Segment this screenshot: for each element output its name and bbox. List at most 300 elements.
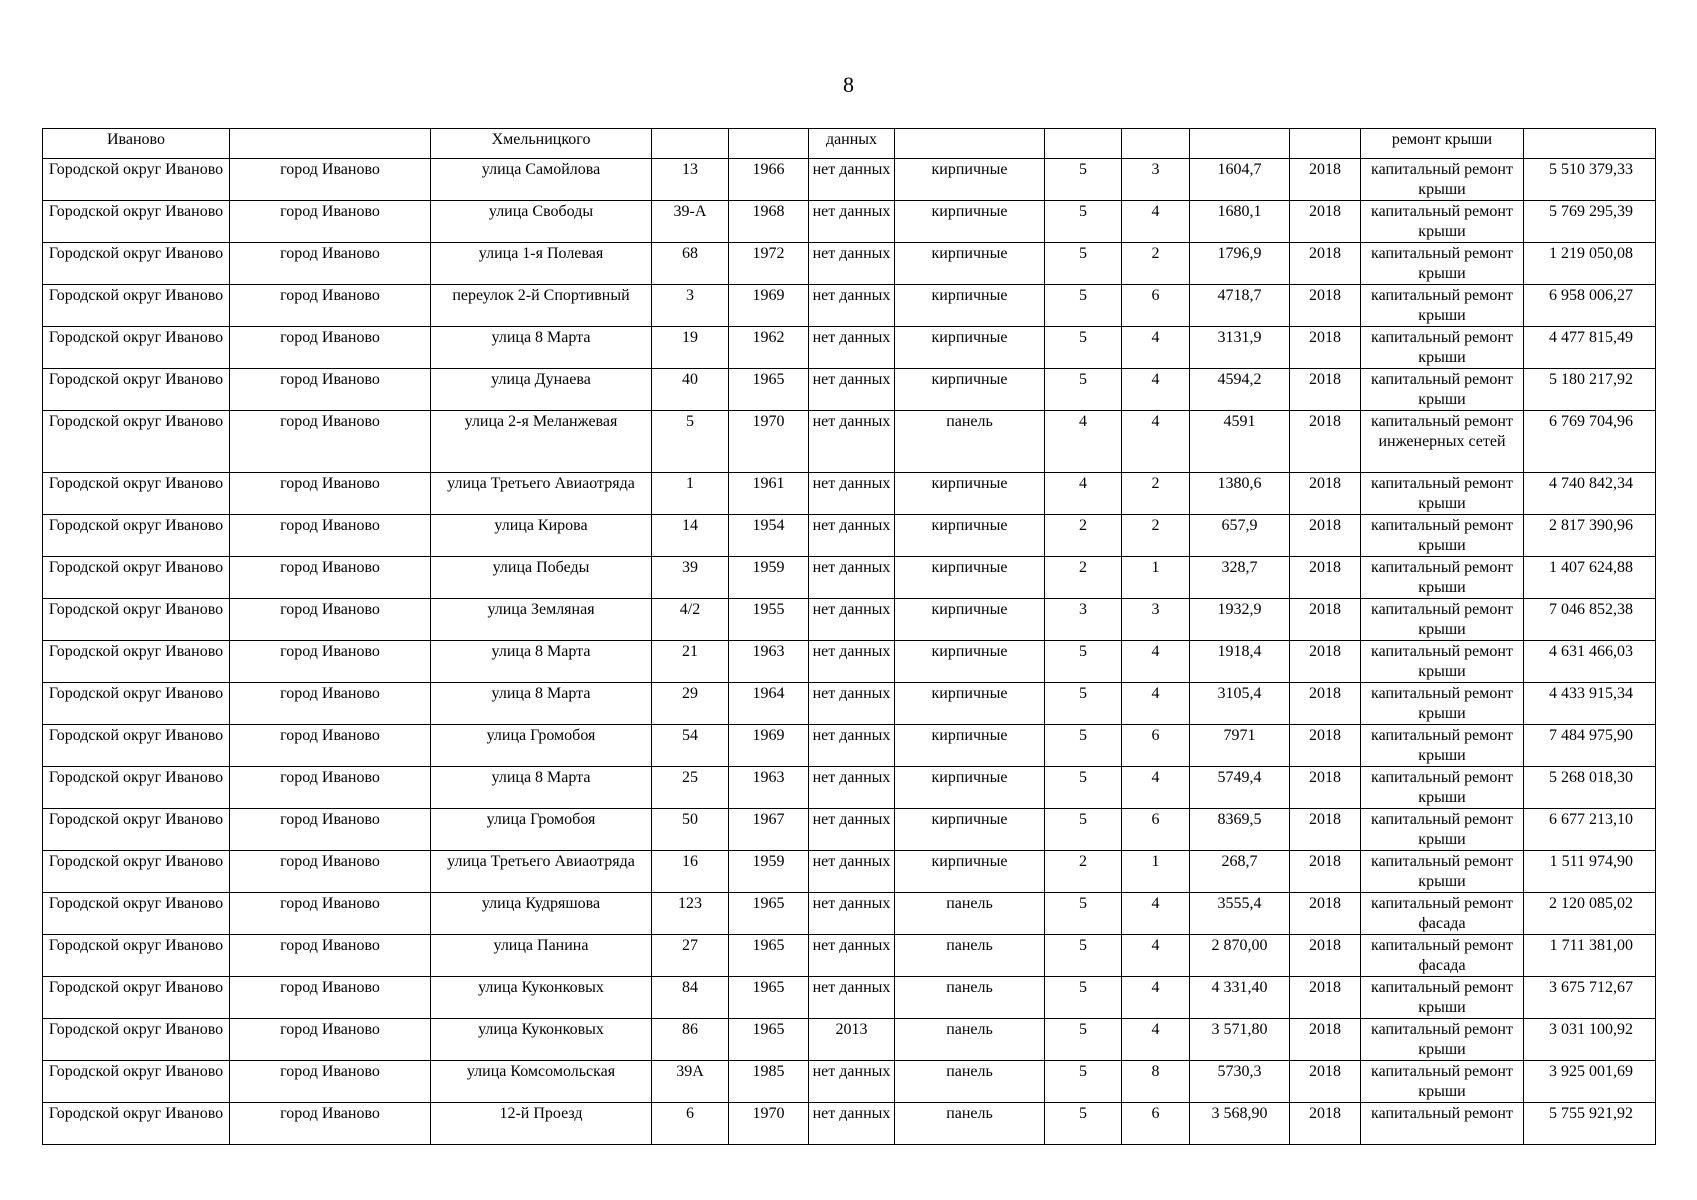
cell-floors: 4: [1045, 473, 1122, 515]
cell-year-built: [729, 129, 809, 159]
cell-settlement: город Иваново: [230, 641, 431, 683]
cell-year-renovated: нет данных: [809, 285, 895, 327]
cell-floors: 5: [1045, 935, 1122, 977]
cell-house-number: 4/2: [652, 599, 729, 641]
cell-entrances: 6: [1122, 1103, 1190, 1145]
cell-year-built: 1962: [729, 327, 809, 369]
cell-entrances: 2: [1122, 473, 1190, 515]
cell-floors: 5: [1045, 683, 1122, 725]
cell-street: улица Дунаева: [431, 369, 652, 411]
cell-wall-material: кирпичные: [895, 369, 1045, 411]
cell-work-type: капитальный ремонт крыши: [1361, 515, 1524, 557]
cell-settlement: город Иваново: [230, 977, 431, 1019]
cell-work-type: капитальный ремонт крыши: [1361, 599, 1524, 641]
cell-entrances: 4: [1122, 1019, 1190, 1061]
cell-year-built: 1965: [729, 369, 809, 411]
cell-street: Хмельницкого: [431, 129, 652, 159]
cell-work-type: капитальный ремонт инженерных сетей: [1361, 411, 1524, 473]
cell-street: улица Куконковых: [431, 977, 652, 1019]
cell-year-built: 1961: [729, 473, 809, 515]
cell-settlement: город Иваново: [230, 159, 431, 201]
cell-floors: 5: [1045, 159, 1122, 201]
cell-work-type: капитальный ремонт крыши: [1361, 851, 1524, 893]
cell-repair-year: 2018: [1290, 683, 1361, 725]
cell-year-built: 1963: [729, 767, 809, 809]
page-number: 8: [843, 72, 854, 97]
cell-cost: 5 755 921,92: [1524, 1103, 1656, 1145]
table-row: [43, 641, 1656, 683]
cell-entrances: 4: [1122, 641, 1190, 683]
cell-year-built: 1970: [729, 411, 809, 473]
cell-cost: 5 769 295,39: [1524, 201, 1656, 243]
cell-settlement: город Иваново: [230, 725, 431, 767]
cell-municipality: Городской округ Иваново: [43, 1061, 230, 1103]
cell-year-built: 1965: [729, 893, 809, 935]
cell-area: 1380,6: [1190, 473, 1290, 515]
cell-area: 3105,4: [1190, 683, 1290, 725]
cell-cost: 5 180 217,92: [1524, 369, 1656, 411]
cell-entrances: 4: [1122, 977, 1190, 1019]
table-row: [43, 515, 1656, 557]
cell-entrances: 6: [1122, 725, 1190, 767]
cell-entrances: 2: [1122, 243, 1190, 285]
cell-cost: 1 711 381,00: [1524, 935, 1656, 977]
cell-entrances: 4: [1122, 369, 1190, 411]
cell-floors: 5: [1045, 809, 1122, 851]
cell-house-number: 19: [652, 327, 729, 369]
cell-floors: 4: [1045, 411, 1122, 473]
cell-repair-year: 2018: [1290, 809, 1361, 851]
cell-work-type: капитальный ремонт крыши: [1361, 641, 1524, 683]
cell-wall-material: кирпичные: [895, 683, 1045, 725]
cell-area: 4718,7: [1190, 285, 1290, 327]
cell-street: улица Громобоя: [431, 809, 652, 851]
cell-year-built: 1972: [729, 243, 809, 285]
cell-year-renovated: нет данных: [809, 557, 895, 599]
cell-settlement: город Иваново: [230, 767, 431, 809]
cell-wall-material: панель: [895, 1103, 1045, 1145]
cell-municipality: Городской округ Иваново: [43, 473, 230, 515]
cell-wall-material: кирпичные: [895, 725, 1045, 767]
cell-wall-material: кирпичные: [895, 473, 1045, 515]
cell-floors: 2: [1045, 515, 1122, 557]
cell-street: улица 8 Марта: [431, 683, 652, 725]
cell-wall-material: панель: [895, 1019, 1045, 1061]
cell-floors: 2: [1045, 851, 1122, 893]
cell-repair-year: 2018: [1290, 599, 1361, 641]
cell-work-type: капитальный ремонт крыши: [1361, 285, 1524, 327]
cell-house-number: 16: [652, 851, 729, 893]
cell-cost: 6 958 006,27: [1524, 285, 1656, 327]
table-row: [43, 893, 1656, 935]
cell-cost: 7 046 852,38: [1524, 599, 1656, 641]
cell-municipality: Городской округ Иваново: [43, 159, 230, 201]
cell-cost: 1 511 974,90: [1524, 851, 1656, 893]
cell-entrances: 3: [1122, 599, 1190, 641]
cell-work-type: капитальный ремонт крыши: [1361, 473, 1524, 515]
cell-wall-material: кирпичные: [895, 327, 1045, 369]
cell-work-type: капитальный ремонт крыши: [1361, 201, 1524, 243]
cell-area: 4 331,40: [1190, 977, 1290, 1019]
cell-area: 4594,2: [1190, 369, 1290, 411]
cell-repair-year: [1290, 129, 1361, 159]
cell-cost: 1 219 050,08: [1524, 243, 1656, 285]
cell-entrances: [1122, 129, 1190, 159]
cell-year-built: 1954: [729, 515, 809, 557]
cell-street: улица Панина: [431, 935, 652, 977]
table-row: [43, 977, 1656, 1019]
cell-work-type: капитальный ремонт крыши: [1361, 557, 1524, 599]
cell-year-built: 1969: [729, 285, 809, 327]
cell-house-number: 21: [652, 641, 729, 683]
cell-entrances: 8: [1122, 1061, 1190, 1103]
cell-repair-year: 2018: [1290, 977, 1361, 1019]
cell-year-built: 1965: [729, 1019, 809, 1061]
cell-floors: [1045, 129, 1122, 159]
cell-street: улица 1-я Полевая: [431, 243, 652, 285]
table-row: [43, 935, 1656, 977]
cell-house-number: 54: [652, 725, 729, 767]
cell-work-type: капитальный ремонт крыши: [1361, 327, 1524, 369]
cell-entrances: 4: [1122, 767, 1190, 809]
cell-wall-material: кирпичные: [895, 599, 1045, 641]
table-row: [43, 851, 1656, 893]
cell-area: 1680,1: [1190, 201, 1290, 243]
cell-settlement: город Иваново: [230, 935, 431, 977]
cell-year-built: 1963: [729, 641, 809, 683]
cell-cost: 5 510 379,33: [1524, 159, 1656, 201]
table-row: [43, 473, 1656, 515]
cell-repair-year: 2018: [1290, 893, 1361, 935]
cell-work-type: капитальный ремонт крыши: [1361, 369, 1524, 411]
housing-repair-table: [42, 128, 1656, 1145]
cell-house-number: 29: [652, 683, 729, 725]
cell-municipality: Городской округ Иваново: [43, 1019, 230, 1061]
cell-settlement: город Иваново: [230, 369, 431, 411]
cell-municipality: Городской округ Иваново: [43, 599, 230, 641]
cell-house-number: 86: [652, 1019, 729, 1061]
cell-repair-year: 2018: [1290, 159, 1361, 201]
cell-area: 8369,5: [1190, 809, 1290, 851]
cell-settlement: город Иваново: [230, 1061, 431, 1103]
cell-cost: 1 407 624,88: [1524, 557, 1656, 599]
cell-repair-year: 2018: [1290, 641, 1361, 683]
cell-entrances: 4: [1122, 893, 1190, 935]
cell-municipality: Городской округ Иваново: [43, 851, 230, 893]
cell-house-number: 40: [652, 369, 729, 411]
cell-street: улица Громобоя: [431, 725, 652, 767]
cell-floors: 5: [1045, 1061, 1122, 1103]
cell-house-number: [652, 129, 729, 159]
cell-year-renovated: нет данных: [809, 473, 895, 515]
table-row: [43, 683, 1656, 725]
cell-wall-material: [895, 129, 1045, 159]
cell-municipality: Городской округ Иваново: [43, 683, 230, 725]
cell-year-built: 1968: [729, 201, 809, 243]
cell-year-built: 1966: [729, 159, 809, 201]
cell-street: улица 2-я Меланжевая: [431, 411, 652, 473]
cell-floors: 5: [1045, 725, 1122, 767]
cell-repair-year: 2018: [1290, 285, 1361, 327]
cell-cost: 2 817 390,96: [1524, 515, 1656, 557]
cell-entrances: 1: [1122, 851, 1190, 893]
cell-repair-year: 2018: [1290, 935, 1361, 977]
cell-repair-year: 2018: [1290, 851, 1361, 893]
cell-year-built: 1967: [729, 809, 809, 851]
cell-repair-year: 2018: [1290, 1061, 1361, 1103]
cell-house-number: 6: [652, 1103, 729, 1145]
cell-work-type: капитальный ремонт крыши: [1361, 1061, 1524, 1103]
cell-cost: 5 268 018,30: [1524, 767, 1656, 809]
cell-settlement: город Иваново: [230, 285, 431, 327]
cell-year-renovated: нет данных: [809, 977, 895, 1019]
cell-wall-material: панель: [895, 893, 1045, 935]
cell-area: 4591: [1190, 411, 1290, 473]
cell-house-number: 5: [652, 411, 729, 473]
cell-year-renovated: нет данных: [809, 515, 895, 557]
cell-year-renovated: нет данных: [809, 599, 895, 641]
cell-area: 1796,9: [1190, 243, 1290, 285]
table-row: [43, 557, 1656, 599]
cell-repair-year: 2018: [1290, 1103, 1361, 1145]
cell-work-type: капитальный ремонт крыши: [1361, 159, 1524, 201]
cell-street: улица Третьего Авиаотряда: [431, 473, 652, 515]
cell-floors: 2: [1045, 557, 1122, 599]
cell-work-type: капитальный ремонт крыши: [1361, 683, 1524, 725]
cell-year-built: 1985: [729, 1061, 809, 1103]
cell-entrances: 3: [1122, 159, 1190, 201]
cell-year-renovated: 2013: [809, 1019, 895, 1061]
cell-repair-year: 2018: [1290, 327, 1361, 369]
cell-entrances: 6: [1122, 809, 1190, 851]
cell-municipality: Городской округ Иваново: [43, 1103, 230, 1145]
cell-settlement: город Иваново: [230, 515, 431, 557]
cell-house-number: 1: [652, 473, 729, 515]
cell-year-renovated: нет данных: [809, 935, 895, 977]
cell-municipality: Городской округ Иваново: [43, 641, 230, 683]
table-row: [43, 1103, 1656, 1145]
cell-municipality: Городской округ Иваново: [43, 411, 230, 473]
cell-year-built: 1969: [729, 725, 809, 767]
cell-house-number: 25: [652, 767, 729, 809]
cell-floors: 3: [1045, 599, 1122, 641]
cell-cost: 2 120 085,02: [1524, 893, 1656, 935]
cell-year-renovated: нет данных: [809, 725, 895, 767]
cell-floors: 5: [1045, 369, 1122, 411]
cell-wall-material: кирпичные: [895, 243, 1045, 285]
table-row: [43, 159, 1656, 201]
cell-area: 1918,4: [1190, 641, 1290, 683]
cell-year-built: 1959: [729, 851, 809, 893]
cell-street: улица Земляная: [431, 599, 652, 641]
table-row: [43, 369, 1656, 411]
cell-work-type: капитальный ремонт фасада: [1361, 893, 1524, 935]
cell-wall-material: кирпичные: [895, 557, 1045, 599]
cell-repair-year: 2018: [1290, 411, 1361, 473]
cell-area: 3 568,90: [1190, 1103, 1290, 1145]
cell-settlement: город Иваново: [230, 893, 431, 935]
cell-entrances: 4: [1122, 935, 1190, 977]
table-row: [43, 725, 1656, 767]
cell-settlement: город Иваново: [230, 851, 431, 893]
cell-area: 2 870,00: [1190, 935, 1290, 977]
cell-street: улица Кудряшова: [431, 893, 652, 935]
cell-work-type: капитальный ремонт крыши: [1361, 767, 1524, 809]
cell-wall-material: панель: [895, 1061, 1045, 1103]
cell-area: 1932,9: [1190, 599, 1290, 641]
cell-floors: 5: [1045, 767, 1122, 809]
cell-wall-material: кирпичные: [895, 809, 1045, 851]
cell-repair-year: 2018: [1290, 243, 1361, 285]
cell-repair-year: 2018: [1290, 557, 1361, 599]
cell-settlement: город Иваново: [230, 683, 431, 725]
cell-street: 12-й Проезд: [431, 1103, 652, 1145]
table-row: [43, 201, 1656, 243]
cell-year-renovated: нет данных: [809, 159, 895, 201]
cell-year-renovated: нет данных: [809, 201, 895, 243]
cell-work-type: капитальный ремонт фасада: [1361, 935, 1524, 977]
table-row: [43, 1061, 1656, 1103]
cell-year-renovated: нет данных: [809, 893, 895, 935]
cell-entrances: 4: [1122, 683, 1190, 725]
cell-year-renovated: нет данных: [809, 767, 895, 809]
cell-year-renovated: нет данных: [809, 683, 895, 725]
cell-area: 3555,4: [1190, 893, 1290, 935]
cell-floors: 5: [1045, 893, 1122, 935]
cell-cost: 3 031 100,92: [1524, 1019, 1656, 1061]
cell-house-number: 39: [652, 557, 729, 599]
cell-municipality: Городской округ Иваново: [43, 557, 230, 599]
cell-street: улица Самойлова: [431, 159, 652, 201]
cell-year-renovated: нет данных: [809, 369, 895, 411]
cell-settlement: город Иваново: [230, 243, 431, 285]
cell-repair-year: 2018: [1290, 725, 1361, 767]
cell-repair-year: 2018: [1290, 515, 1361, 557]
cell-settlement: [230, 129, 431, 159]
cell-street: улица Свободы: [431, 201, 652, 243]
cell-wall-material: панель: [895, 977, 1045, 1019]
cell-house-number: 13: [652, 159, 729, 201]
cell-house-number: 14: [652, 515, 729, 557]
cell-entrances: 6: [1122, 285, 1190, 327]
cell-area: 5730,3: [1190, 1061, 1290, 1103]
table-row: [43, 285, 1656, 327]
cell-wall-material: кирпичные: [895, 285, 1045, 327]
cell-wall-material: кирпичные: [895, 767, 1045, 809]
cell-work-type: ремонт крыши: [1361, 129, 1524, 159]
cell-area: [1190, 129, 1290, 159]
cell-year-renovated: нет данных: [809, 1103, 895, 1145]
cell-settlement: город Иваново: [230, 201, 431, 243]
cell-house-number: 39А: [652, 1061, 729, 1103]
cell-work-type: капитальный ремонт крыши: [1361, 1019, 1524, 1061]
cell-cost: 4 477 815,49: [1524, 327, 1656, 369]
cell-municipality: Городской округ Иваново: [43, 327, 230, 369]
cell-street: улица Третьего Авиаотряда: [431, 851, 652, 893]
table-row: [43, 809, 1656, 851]
cell-year-renovated: нет данных: [809, 411, 895, 473]
cell-cost: 6 769 704,96: [1524, 411, 1656, 473]
cell-floors: 5: [1045, 1019, 1122, 1061]
table-row: [43, 599, 1656, 641]
cell-wall-material: кирпичные: [895, 851, 1045, 893]
cell-house-number: 123: [652, 893, 729, 935]
cell-municipality: Городской округ Иваново: [43, 201, 230, 243]
cell-year-renovated: нет данных: [809, 243, 895, 285]
cell-year-built: 1955: [729, 599, 809, 641]
cell-year-renovated: данных: [809, 129, 895, 159]
cell-cost: [1524, 129, 1656, 159]
cell-street: улица 8 Марта: [431, 641, 652, 683]
cell-area: 328,7: [1190, 557, 1290, 599]
cell-work-type: капитальный ремонт крыши: [1361, 809, 1524, 851]
cell-entrances: 1: [1122, 557, 1190, 599]
cell-year-built: 1964: [729, 683, 809, 725]
cell-municipality: Городской округ Иваново: [43, 285, 230, 327]
cell-wall-material: кирпичные: [895, 515, 1045, 557]
cell-wall-material: панель: [895, 411, 1045, 473]
table-body: [43, 129, 1656, 1145]
cell-area: 3 571,80: [1190, 1019, 1290, 1061]
cell-cost: 3 925 001,69: [1524, 1061, 1656, 1103]
cell-year-renovated: нет данных: [809, 1061, 895, 1103]
cell-area: 657,9: [1190, 515, 1290, 557]
cell-house-number: 84: [652, 977, 729, 1019]
cell-wall-material: кирпичные: [895, 201, 1045, 243]
cell-year-renovated: нет данных: [809, 641, 895, 683]
cell-settlement: город Иваново: [230, 809, 431, 851]
cell-street: улица Куконковых: [431, 1019, 652, 1061]
cell-municipality: Городской округ Иваново: [43, 977, 230, 1019]
cell-settlement: город Иваново: [230, 327, 431, 369]
cell-year-renovated: нет данных: [809, 327, 895, 369]
cell-work-type: капитальный ремонт крыши: [1361, 977, 1524, 1019]
cell-cost: 4 433 915,34: [1524, 683, 1656, 725]
cell-year-built: 1965: [729, 977, 809, 1019]
cell-municipality: Городской округ Иваново: [43, 935, 230, 977]
table-row: [43, 411, 1656, 473]
cell-municipality: Иваново: [43, 129, 230, 159]
cell-floors: 5: [1045, 1103, 1122, 1145]
cell-repair-year: 2018: [1290, 473, 1361, 515]
cell-cost: 6 677 213,10: [1524, 809, 1656, 851]
cell-floors: 5: [1045, 243, 1122, 285]
cell-cost: 4 740 842,34: [1524, 473, 1656, 515]
cell-area: 5749,4: [1190, 767, 1290, 809]
cell-cost: 3 675 712,67: [1524, 977, 1656, 1019]
cell-entrances: 4: [1122, 201, 1190, 243]
cell-municipality: Городской округ Иваново: [43, 515, 230, 557]
cell-house-number: 27: [652, 935, 729, 977]
cell-area: 1604,7: [1190, 159, 1290, 201]
cell-wall-material: кирпичные: [895, 159, 1045, 201]
cell-floors: 5: [1045, 201, 1122, 243]
cell-street: переулок 2-й Спортивный: [431, 285, 652, 327]
cell-year-built: 1965: [729, 935, 809, 977]
cell-street: улица 8 Марта: [431, 767, 652, 809]
cell-house-number: 3: [652, 285, 729, 327]
cell-area: 268,7: [1190, 851, 1290, 893]
cell-settlement: город Иваново: [230, 557, 431, 599]
table-row: [43, 243, 1656, 285]
cell-year-renovated: нет данных: [809, 809, 895, 851]
cell-municipality: Городской округ Иваново: [43, 725, 230, 767]
cell-entrances: 4: [1122, 411, 1190, 473]
cell-settlement: город Иваново: [230, 1019, 431, 1061]
cell-street: улица 8 Марта: [431, 327, 652, 369]
cell-street: улица Комсомольская: [431, 1061, 652, 1103]
cell-cost: 7 484 975,90: [1524, 725, 1656, 767]
